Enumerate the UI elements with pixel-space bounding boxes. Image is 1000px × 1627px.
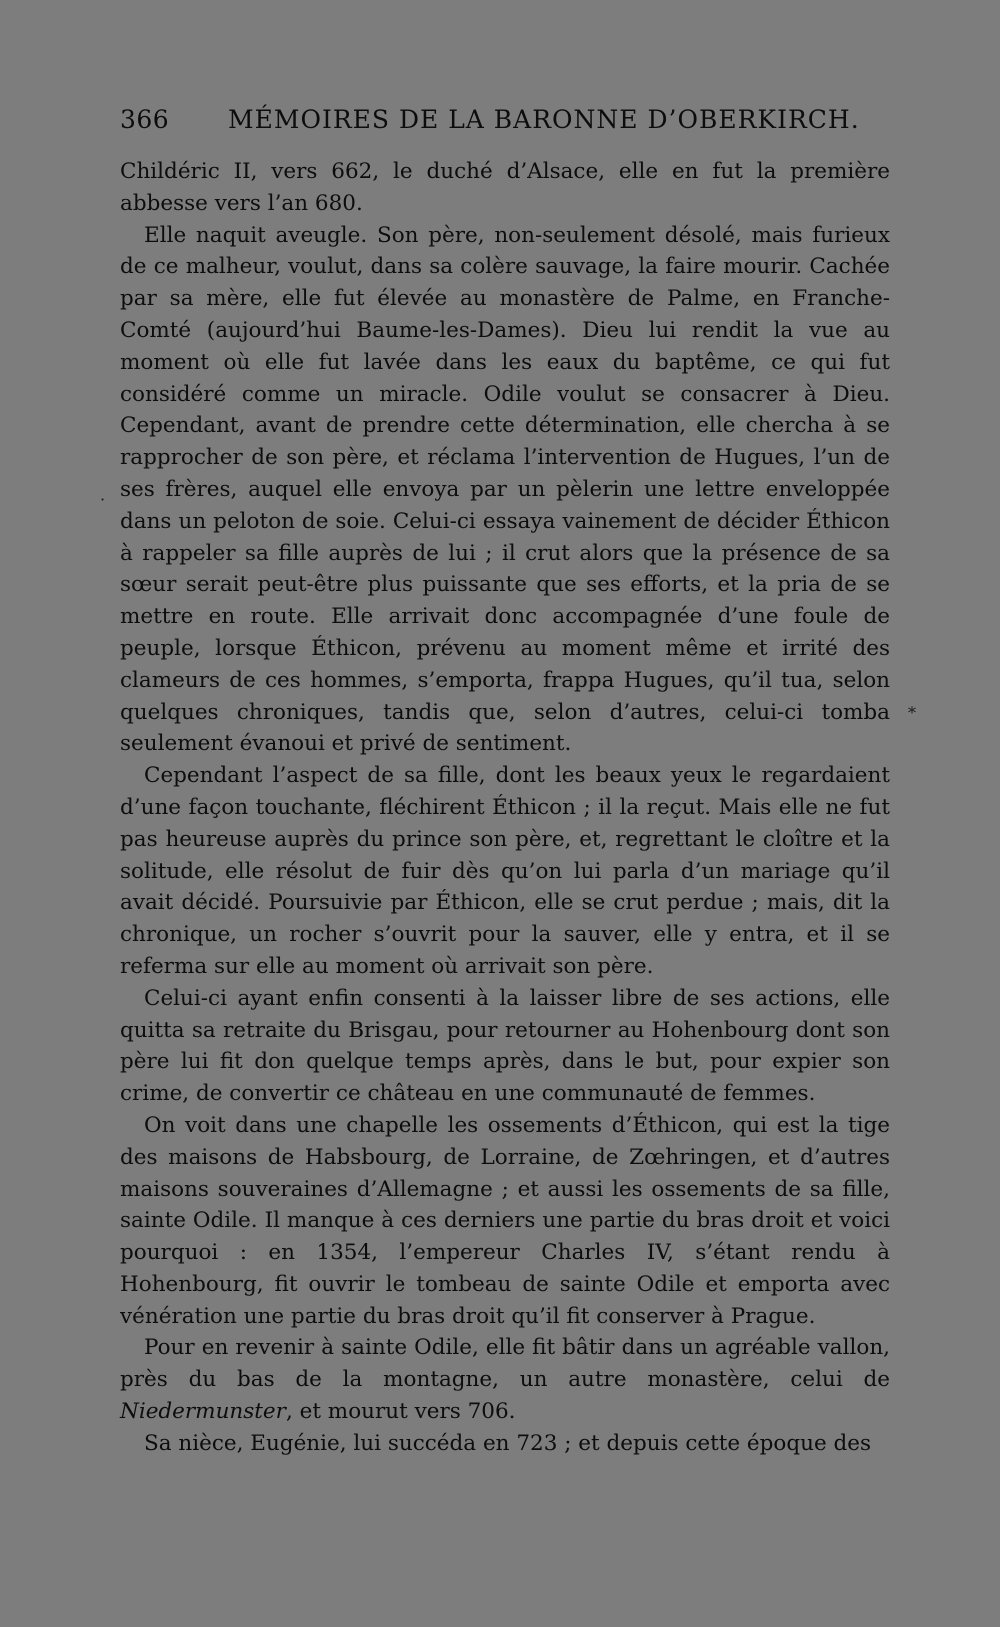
body-text <box>120 156 890 1460</box>
page-number: 366 <box>120 105 170 134</box>
paragraph: On voit dans une chapelle les ossements d’Éthicon, qui est la tige des maisons de Habsbourg, de Lorraine, de Zœhringen, et d’autres maisons souveraines d’Allemagne ; et aussi les ossements de sa fille, sainte Odile. Il manque à ces derniers une partie du bras droit et voici pourquoi : en 1354, l’empereur Charles IV, s’étant rendu à Hohenbourg, fit ouvrir le tombeau de sainte Odile et emporta avec vénération une partie du bras droit qu’il fit conserver à Prague. <box>120 1112 890 1329</box>
paragraph-text: Pour en revenir à sainte Odile, elle fit bâtir dans un agréable vallon, près du bas de la montagne, un autre monastère, celui de <box>120 1335 890 1393</box>
paragraph-text: , et mourut vers 706. <box>285 1399 516 1425</box>
paragraph <box>120 1332 890 1427</box>
running-title: MÉMOIRES DE LA BARONNE D’OBERKIRCH. <box>228 105 860 134</box>
running-head <box>120 105 890 141</box>
scan-speck: ⁎ <box>908 698 916 717</box>
paragraph: Sa nièce, Eugénie, lui succéda en 723 ; et depuis cette époque des <box>144 1430 872 1456</box>
paragraph: Celui-ci ayant enfin consenti à la laisser libre de ses actions, elle quitta sa retraite du Brisgau, pour retourner au Hohenbourg dont son père lui fit don quelque temps après, dans le but, pour expier son crime, de convertir ce château en une communauté de femmes. <box>120 985 890 1107</box>
scan-speck: · <box>100 490 106 509</box>
paragraph: Elle naquit aveugle. Son père, non-seulement désolé, mais furieux de ce malheur, voulut, dans sa colère sauvage, la faire mourir. Cachée par sa mère, elle fut élevée au monastère de Palme, en Franche-Comté (aujourd’hui Baume-les-Dames). Dieu lui rendit la vue au moment où elle fut lavée dans les eaux du baptême, ce qui fut considéré comme un miracle. Odile voulut se consacrer à Dieu. Cependant, avant de prendre cette détermination, elle chercha à se rapprocher de son père, et réclama l’intervention de Hugues, l’un de ses frères, auquel elle envoya par un pèlerin une lettre enveloppée dans un peloton de soie. Celui-ci essaya vainement de décider Éthicon à rappeler sa fille auprès de lui ; il crut alors que la présence de sa sœur serait peut-être plus puissante que ses efforts, et la pria de se mettre en route. Elle arrivait donc accompagnée d’une foule de peuple, lorsque Éthicon, prévenu au moment même et irrité des clameurs de ces hommes, s’emporta, frappa Hugues, qu’il tua, selon quelques chroniques, tandis que, selon d’autres, celui-ci tomba seulement évanoui et privé de sentiment. <box>120 222 890 757</box>
place-name-italic: Niedermunster <box>120 1399 286 1425</box>
paragraph: Cependant l’aspect de sa fille, dont les beaux yeux le regardaient d’une façon touchante, fléchirent Éthicon ; il la reçut. Mais elle ne fut pas heureuse auprès du prince son père, et, regrettant le cloître et la solitude, elle résolut de fuir dès qu’on lui parla d’un mariage qu’il avait décidé. Poursuivie par Éthicon, elle se crut perdue ; mais, dit la chronique, un rocher s’ouvrit pour la sauver, elle y entra, et il se referma sur elle au moment où arrivait son père. <box>120 763 890 979</box>
paragraph: Childéric II, vers 662, le duché d’Alsace, elle en fut la première abbesse vers l’an 680. <box>120 159 890 216</box>
